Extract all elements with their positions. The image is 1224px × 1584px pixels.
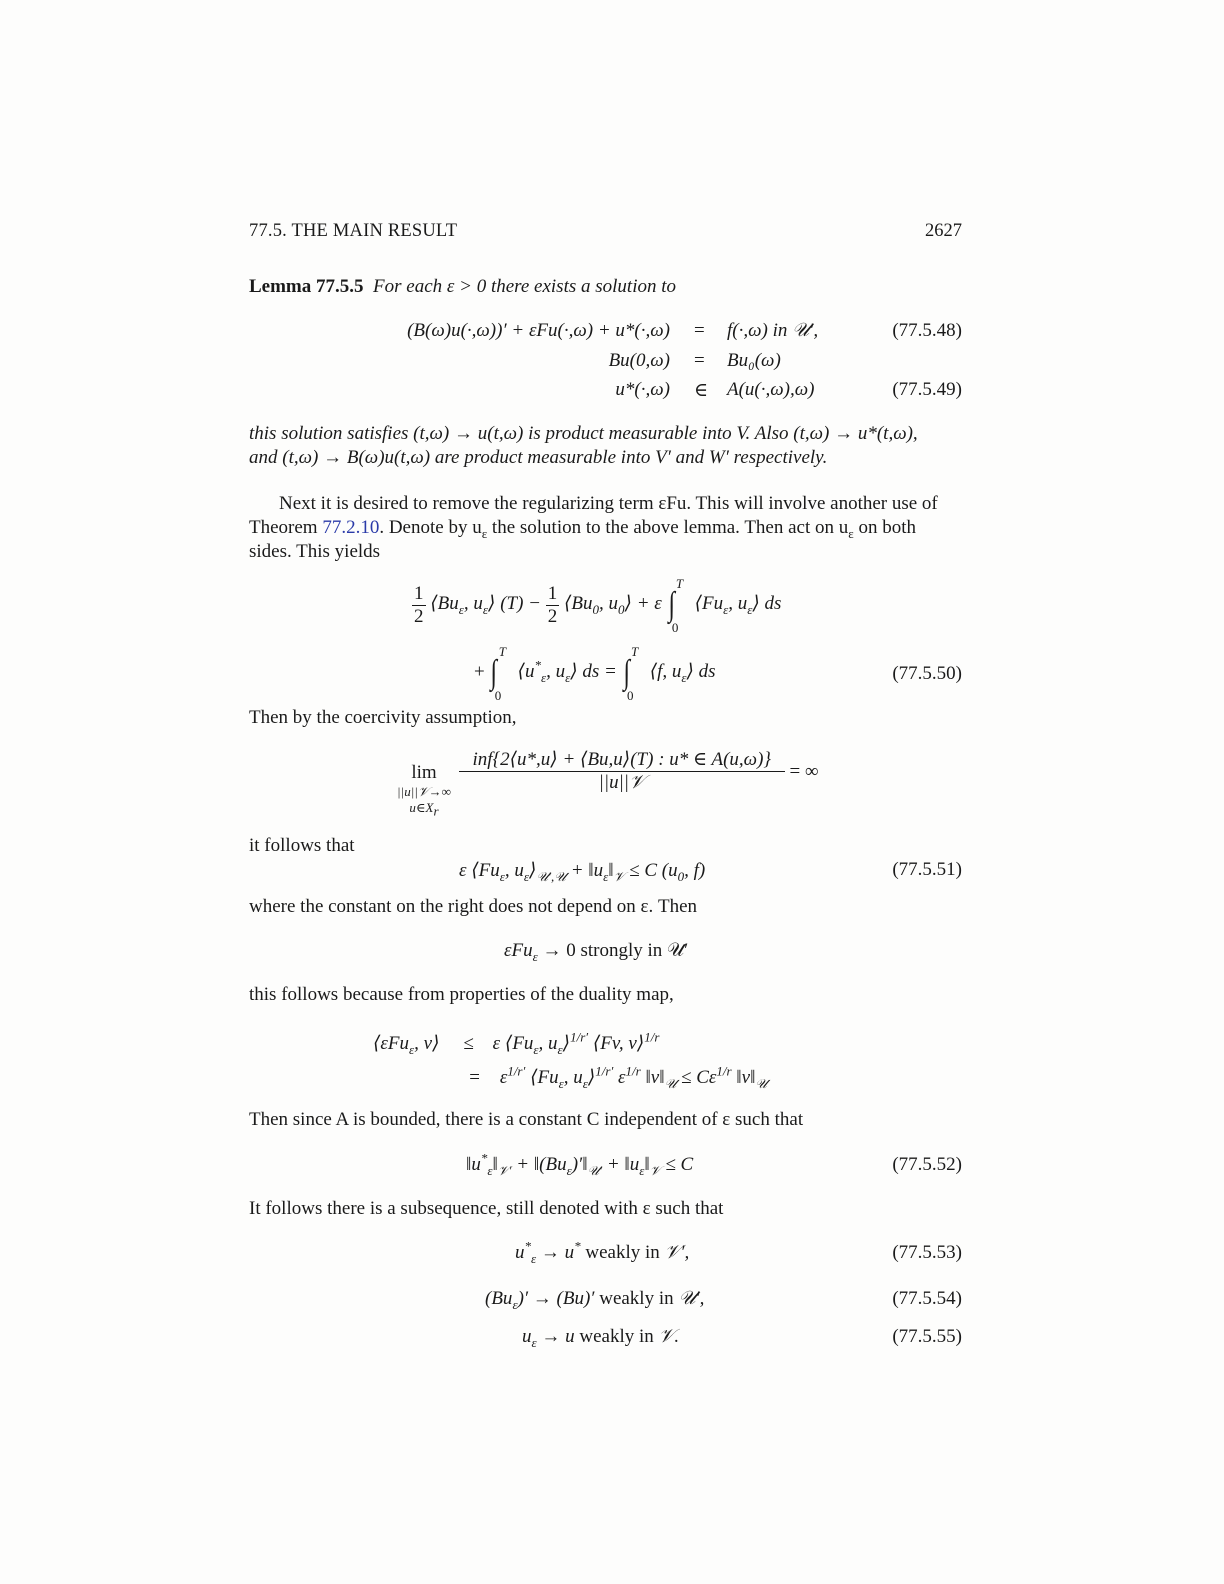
paragraph-subsequence: It follows there is a subsequence, still denoted with ε such that	[249, 1198, 724, 1219]
lemma-label: Lemma 77.5.5	[249, 276, 364, 297]
eq50-line1: $\frac{1}{2}$ $⟨Bu_\varepsilon$, $u_\varepsilon⟩$ (T) − $\frac{1}{2}$ $⟨Bu_0$, $u_0⟩ + \varepsilon$ ∫ T 0 $⟨Fu_\varepsilon$, $u_\varepsilon⟩$ ds	[414, 576, 782, 635]
lim-numerator: inf{2⟨u*,u⟩ + ⟨Bu,u⟩(T) : u* ∈ A(u,ω)}	[459, 748, 785, 772]
eq48-number: (77.5.48)	[892, 320, 962, 341]
p1-line2a: Theorem	[249, 517, 323, 538]
paragraph-constant: where the constant on the right does not depend on ε. Then	[249, 896, 698, 917]
eq50-line2: + ∫ T 0 $⟨u^*_\varepsilon$, $u_\varepsilon⟩$ ds = ∫ T 0 ⟨f, $u_\varepsilon⟩$ ds	[474, 644, 716, 703]
eq53-number: (77.5.53)	[892, 1242, 962, 1263]
p1-line2c: the solution to the above lemma. Then act on u	[487, 517, 849, 538]
p1-line1: Next it is desired to remove the regularizing term εFu. This will involve another use of	[279, 493, 938, 514]
eq49-rhs: A(u(·,ω),ω)	[727, 379, 815, 400]
p1-line2d: on both	[853, 517, 917, 538]
p1-line3: sides. This yields	[249, 541, 381, 562]
paragraph-bounded: Then since A is bounded, there is a constant C independent of ε such that	[249, 1109, 804, 1130]
strong-text: strongly in 𝒰′	[580, 940, 689, 961]
eq-mid-rhs: Bu₀(ω)	[727, 350, 781, 371]
lemma-tail-line1: this solution satisfies (t,ω) → u(t,ω) is product measurable into V. Also (t,ω) → u*(t,ω),	[249, 423, 918, 444]
running-header: 77.5. THE MAIN RESULT	[249, 221, 458, 241]
eq55-number: (77.5.55)	[892, 1326, 962, 1347]
eps-sub: ε	[848, 525, 854, 541]
eq54-number: (77.5.54)	[892, 1288, 962, 1309]
p1-line2b: . Denote by u	[379, 517, 482, 538]
lemma-tail-line2: and (t,ω) → B(ω)u(t,ω) are product measurable into V′ and W′ respectively.	[249, 447, 828, 468]
eq53-body: $u^*_\varepsilon \to u^*$ weakly in 𝒱′,	[515, 1238, 690, 1266]
eq49-lhs: u*(·,ω)	[615, 379, 670, 400]
lim-sub2: u∈X	[409, 800, 434, 815]
theorem-link[interactable]: 77.2.10	[322, 517, 380, 538]
duality-line2: = $\varepsilon^{1/r'}$ $⟨Fu_\varepsilon$, $u_\varepsilon⟩^{1/r'}$ $\varepsilon^{1/r}$ $‖v‖_𝒰 \le C\varepsilon^{1/r}$ $‖v‖_𝒰$	[468, 1063, 768, 1091]
paragraph-follows: it follows that	[249, 835, 355, 856]
duality-line1: ⟨εFu$_\varepsilon$, v⟩ ≤ ε $⟨Fu_\varepsilon$, $u_\varepsilon⟩^{1/r'}$ ⟨Fv, v⟩$^{1/r}$	[373, 1029, 660, 1057]
lim-sub1: ||u||𝒱→∞	[397, 784, 451, 799]
limit-expression	[394, 748, 819, 819]
eq48-rel: =	[694, 320, 705, 341]
lim-word: lim	[411, 762, 437, 783]
page-number: 2627	[925, 221, 962, 241]
lim-sub2-r: r	[433, 803, 439, 819]
paragraph-duality: this follows because from properties of the duality map,	[249, 984, 674, 1005]
eq48-lhs: (B(ω)u(·,ω))′ + εFu(·,ω) + u*(·,ω)	[407, 320, 670, 341]
eq52-number: (77.5.52)	[892, 1154, 962, 1175]
weakly-text: weakly in	[579, 1326, 654, 1347]
lim-denominator: ||u||𝒱	[598, 772, 645, 793]
eq50-number: (77.5.50)	[892, 663, 962, 684]
eq52-body: $‖u^*_\varepsilon‖_{𝒱'}$ + $‖(Bu_\varepsilon)'‖_{𝒰'}$ + $‖u_\varepsilon‖_𝒱 \le C$	[466, 1150, 694, 1178]
eq51-body: ε $⟨Fu_\varepsilon$, $u_\varepsilon⟩_{𝒰',𝒰}$ + $‖u_\varepsilon‖_𝒱 \le C$ ($u_0$, f)	[459, 860, 706, 884]
eq54-body: $(Bu_\varepsilon)' \to (Bu)'$ weakly in 𝒰′,	[485, 1288, 705, 1312]
lemma-statement: For each ε > 0 there exists a solution to	[373, 276, 676, 297]
eq-mid-rel: =	[694, 350, 705, 371]
weakly-text: weakly in	[585, 1242, 660, 1263]
strong-convergence: εFu$_\varepsilon$ → 0 strongly in 𝒰′	[504, 940, 689, 964]
lim-rhs: = ∞	[789, 761, 819, 782]
eq-mid-lhs: Bu(0,ω)	[608, 350, 670, 371]
weakly-text: weakly in	[599, 1288, 674, 1309]
lemma-heading	[249, 276, 676, 298]
eq49-rel: ∈	[694, 380, 709, 401]
eq51-number: (77.5.51)	[892, 859, 962, 880]
paragraph-coercivity: Then by the coercivity assumption,	[249, 707, 517, 728]
eq48-rhs: f(·,ω) in 𝒰′,	[727, 320, 819, 341]
eps-sub: ε	[481, 525, 488, 541]
paragraph-remove-term	[249, 492, 962, 564]
eq49-number: (77.5.49)	[892, 379, 962, 400]
eq55-body: $u_\varepsilon \to u$ weakly in 𝒱.	[522, 1326, 680, 1350]
